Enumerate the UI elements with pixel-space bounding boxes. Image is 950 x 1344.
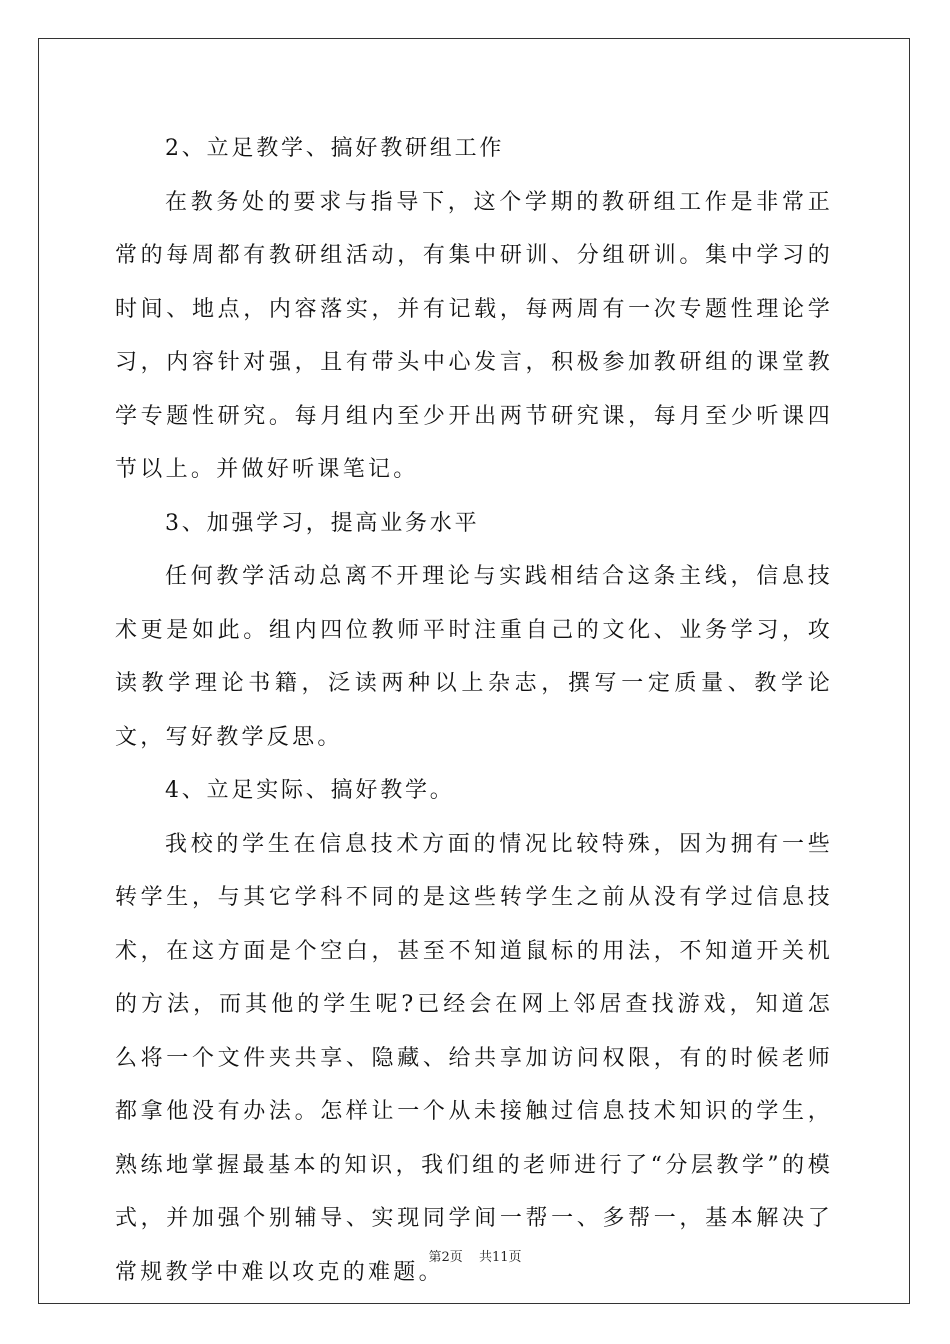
document-body	[115, 122, 833, 1299]
page-footer	[0, 1246, 950, 1265]
section-heading-2: 2、立足教学、搞好教研组工作	[165, 136, 505, 161]
paragraph-teaching-research: 在教务处的要求与指导下，这个学期的教研组工作是非常正常的每周都有教研组活动，有集中研训、分组研训。集中学习的时间、地点，内容落实，并有记载，每两周有一次专题性理论学习，内容针对强，且有带头中心发言，积极参加教研组的课堂教学专题性研究。每月组内至少开出两节研究课，每月至少听课四节以上。并做好听课笔记。	[115, 189, 833, 482]
section-heading-3: 3、加强学习，提高业务水平	[165, 510, 480, 536]
page-total: 共11页	[478, 1250, 522, 1265]
page-number: 第2页	[428, 1250, 463, 1265]
paragraph-study: 任何教学活动总离不开理论与实践相结合这条主线，信息技术更是如此。组内四位教师平时注重自己的文化、业务学习，攻读教学理论书籍，泛读两种以上杂志，撰写一定质量、教学论文，写好教学反思。	[115, 564, 833, 750]
section-heading-4: 4、立足实际、搞好教学。	[165, 778, 455, 803]
paragraph-practice: 我校的学生在信息技术方面的情况比较特殊，因为拥有一些转学生，与其它学科不同的是这些转学生之前从没有学过信息技术，在这方面是个空白，甚至不知道鼠标的用法，不知道开关机的方法，而其他的学生呢?已经会在网上邻居查找游戏，知道怎么将一个文件夹共享、隐藏、给共享加访问权限，有的时候老师都拿他没有办法。怎样让一个从未接触过信息技术知识的学生，熟练地掌握最基本的知识，我们组的老师进行了“分层教学”的模式，并加强个别辅导、实现同学间一帮一、多帮一，基本解决了常规教学中难以攻克的难题。	[115, 831, 833, 1285]
